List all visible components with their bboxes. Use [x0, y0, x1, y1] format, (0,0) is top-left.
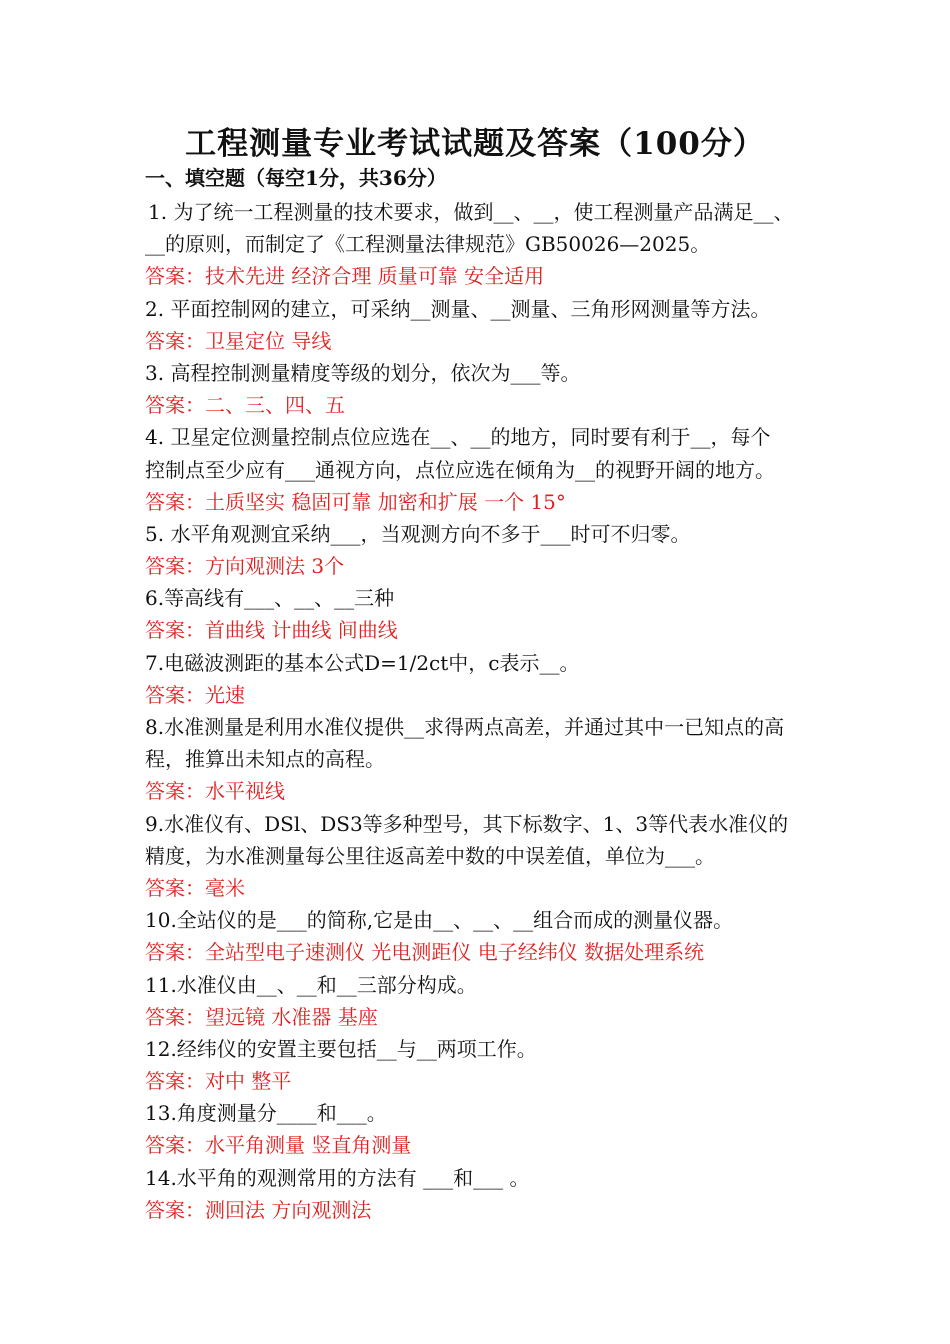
answer-line: [145, 872, 865, 904]
document-title: 工程测量专业考试试题及答案（100分）: [185, 126, 765, 162]
answer-text: 技术先进 经济合理 质量可靠 安全适用: [205, 264, 545, 289]
question-item: [145, 1033, 865, 1097]
answer-line: [145, 775, 865, 807]
answer-prefix: 答案：: [145, 779, 205, 804]
question-text: 4. 卫星定位测量控制点位应选在__、__的地方，同时要有利于__，每个: [145, 425, 771, 450]
question-text: 13.角度测量分____和___。: [145, 1101, 387, 1126]
question-text-continued: 精度，为水准测量每公里往返高差中数的中误差值，单位为___。: [145, 843, 715, 868]
question-text: 5. 水平角观测宜采纳___，当观测方向不多于___时可不归零。: [145, 521, 691, 546]
question-text-continued: __的原则，而制定了《工程测量法律规范》GB50026—2025。: [145, 232, 711, 257]
answer-text: 首曲线 计曲线 间曲线: [205, 618, 398, 643]
answer-prefix: 答案：: [145, 940, 205, 965]
answer-prefix: 答案：: [145, 875, 205, 900]
answer-text: 卫星定位 导线: [205, 328, 332, 353]
question-text-continued: 程，推算出未知点的高程。: [145, 747, 385, 772]
answer-line: [145, 679, 865, 711]
question-list: [145, 196, 865, 1226]
answer-line: [145, 936, 865, 968]
answer-prefix: 答案：: [145, 1069, 205, 1094]
question-item: [145, 293, 865, 357]
question-item: [145, 357, 865, 421]
answer-text: 土质坚实 稳固可靠 加密和扩展 一个 15°: [205, 489, 566, 514]
question-text: 6.等高线有___、__、__三种: [145, 586, 395, 611]
question-item: [145, 1162, 865, 1226]
question-item: [145, 904, 865, 968]
section-heading: 一、填空题（每空1分，共36分）: [145, 166, 447, 190]
question-text: 8.水准测量是利用水准仪提供__求得两点高差，并通过其中一已知点的高: [145, 715, 785, 739]
answer-text: 方向观测法 3个: [205, 554, 345, 579]
answer-line: [145, 614, 865, 646]
answer-line: [145, 389, 865, 421]
answer-text: 测回法 方向观测法: [205, 1197, 372, 1222]
answer-line: [145, 550, 865, 582]
answer-text: 全站型电子速测仪 光电测距仪 电子经纬仪 数据处理系统: [205, 940, 705, 965]
answer-line: [145, 1194, 865, 1226]
answer-prefix: 答案：: [145, 1197, 205, 1222]
question-text: 12.经纬仪的安置主要包括__与__两项工作。: [145, 1036, 537, 1061]
answer-prefix: 答案：: [145, 328, 205, 353]
answer-prefix: 答案：: [145, 682, 205, 707]
answer-text: 对中 整平: [205, 1069, 292, 1094]
answer-text: 水平角测量 竖直角测量: [205, 1133, 412, 1158]
answer-text: 二、三、四、五: [205, 393, 345, 418]
question-item: [145, 808, 865, 905]
answer-prefix: 答案：: [145, 264, 205, 289]
question-text: 3. 高程控制测量精度等级的划分，依次为___等。: [145, 360, 581, 385]
answer-text: 毫米: [205, 875, 245, 900]
answer-line: [145, 1129, 865, 1161]
question-text: 2. 平面控制网的建立，可采纳__测量、__测量、三角形网测量等方法。: [145, 296, 771, 321]
question-item: [145, 969, 865, 1033]
question-text: 9.水准仪有、DSl、DS3等多种型号，其下标数字、1、3等代表水准仪的: [145, 811, 789, 836]
question-text: 1. 为了统一工程测量的技术要求，做到__、__，使工程测量产品满足__、: [148, 200, 794, 224]
question-text: 14.水平角的观测常用的方法有 ___和___ 。: [145, 1165, 530, 1190]
answer-prefix: 答案：: [145, 1133, 205, 1158]
question-text-continued: 控制点至少应有___通视方向，点位应选在倾角为__的视野开阔的地方。: [145, 457, 775, 482]
answer-prefix: 答案：: [145, 554, 205, 579]
answer-prefix: 答案：: [145, 1004, 205, 1029]
question-item: [145, 647, 865, 711]
answer-line: [145, 486, 865, 518]
question-text: 7.电磁波测距的基本公式D=1/2ct中，c表示__。: [145, 650, 580, 675]
question-item: [145, 196, 865, 293]
answer-line: [145, 260, 865, 292]
question-item: [145, 711, 865, 808]
answer-line: [145, 325, 865, 357]
question-item: [145, 421, 865, 518]
answer-text: 水平视线: [205, 779, 285, 804]
answer-text: 光速: [205, 682, 245, 707]
answer-line: [145, 1065, 865, 1097]
answer-text: 望远镜 水准器 基座: [205, 1004, 378, 1029]
question-text: 10.全站仪的是___的简称,它是由__、__、__组合而成的测量仪器。: [145, 908, 734, 933]
question-text: 11.水准仪由__、__和__三部分构成。: [145, 972, 477, 997]
answer-line: [145, 1001, 865, 1033]
question-item: [145, 582, 865, 646]
question-item: [145, 1097, 865, 1161]
answer-prefix: 答案：: [145, 489, 205, 514]
answer-prefix: 答案：: [145, 618, 205, 643]
answer-prefix: 答案：: [145, 393, 205, 418]
question-item: [145, 518, 865, 582]
